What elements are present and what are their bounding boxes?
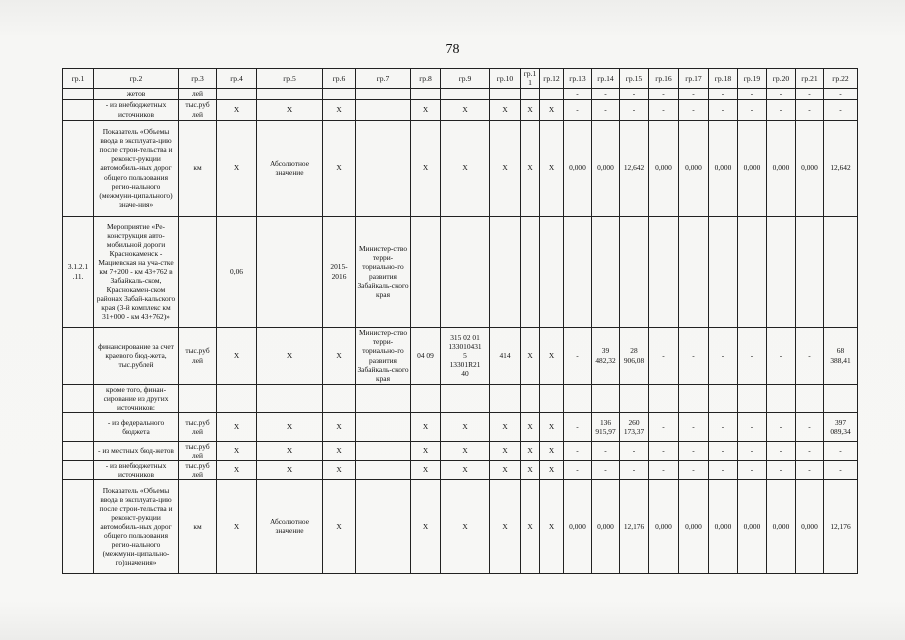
cell-gr5: Абсолютное значение [257, 120, 323, 216]
cell-gr13: - [564, 441, 592, 460]
column-header: гр.19 [738, 69, 767, 89]
cell-gr17: - [679, 327, 709, 384]
page-number: 78 [445, 42, 460, 57]
cell-gr15: 28 906,08 [620, 327, 649, 384]
column-header: гр.8 [411, 69, 441, 89]
cell-gr18: - [709, 99, 738, 120]
cell-gr9: X [441, 479, 490, 573]
cell-gr10: X [490, 412, 521, 441]
cell-gr6: X [323, 99, 356, 120]
cell-gr1: 3.1.2.1 .11. [63, 216, 94, 327]
cell-gr12: X [540, 327, 564, 384]
cell-gr10 [490, 88, 521, 99]
cell-gr10: X [490, 460, 521, 479]
cell-gr18: 0,000 [709, 120, 738, 216]
column-header: гр.1 1 [521, 69, 540, 89]
program-table [62, 68, 858, 574]
cell-gr20: - [767, 88, 796, 99]
table-body [63, 88, 858, 573]
cell-gr1 [63, 99, 94, 120]
cell-gr1 [63, 384, 94, 412]
cell-gr19 [738, 384, 767, 412]
cell-gr5: X [257, 460, 323, 479]
cell-gr16 [649, 216, 679, 327]
cell-gr5: X [257, 441, 323, 460]
cell-gr20: - [767, 327, 796, 384]
cell-gr10 [490, 384, 521, 412]
cell-gr18: - [709, 412, 738, 441]
cell-gr8: X [411, 412, 441, 441]
cell-gr4: X [217, 441, 257, 460]
cell-gr22: 12,642 [824, 120, 858, 216]
cell-gr21 [796, 216, 824, 327]
cell-gr7 [356, 384, 411, 412]
cell-gr16: - [649, 412, 679, 441]
cell-gr13: - [564, 88, 592, 99]
cell-gr4: X [217, 120, 257, 216]
cell-gr8: X [411, 99, 441, 120]
cell-gr21: - [796, 460, 824, 479]
cell-gr15: 12,642 [620, 120, 649, 216]
cell-gr1 [63, 88, 94, 99]
table-row [63, 412, 858, 441]
cell-gr20 [767, 216, 796, 327]
cell-gr10: X [490, 441, 521, 460]
cell-gr12 [540, 384, 564, 412]
cell-gr2: Показатель «Объемы ввода в эксплуата-цию после строи-тельства и реконст-рукции автомобиль-ных дорог общего пользования регио-нального (межмуни-ципального) значе-ния» [94, 120, 179, 216]
header-row [63, 69, 858, 89]
cell-gr14 [592, 384, 620, 412]
cell-gr4 [217, 88, 257, 99]
cell-gr17: - [679, 88, 709, 99]
cell-gr22: - [824, 441, 858, 460]
cell-gr14: - [592, 460, 620, 479]
cell-gr13 [564, 216, 592, 327]
cell-gr18 [709, 216, 738, 327]
cell-gr2: Показатель «Объемы ввода в эксплуата-цию после строи-тельства и реконст-рукции автомобиль-ных дорог общего пользования регио-нального (межмуни-ципально-го)значения» [94, 479, 179, 573]
cell-gr1 [63, 460, 94, 479]
cell-gr14: 0,000 [592, 479, 620, 573]
cell-gr17: 0,000 [679, 479, 709, 573]
cell-gr15: 12,176 [620, 479, 649, 573]
cell-gr4: X [217, 412, 257, 441]
column-header: гр.18 [709, 69, 738, 89]
cell-gr7: Министер-ство терри-ториально-го развития Забайкаль-ского края [357, 328, 409, 383]
column-header: гр.14 [592, 69, 620, 89]
cell-gr15: - [620, 99, 649, 120]
cell-gr1 [63, 412, 94, 441]
cell-gr11 [521, 88, 540, 99]
column-header: гр.17 [679, 69, 709, 89]
cell-gr4: X [217, 99, 257, 120]
cell-gr3: тыс.руб лей [179, 412, 217, 441]
table-row [63, 99, 858, 120]
cell-gr17: - [679, 460, 709, 479]
table-row [63, 216, 858, 327]
cell-gr21 [796, 384, 824, 412]
cell-gr16: - [649, 88, 679, 99]
cell-gr3: тыс.руб лей [179, 99, 217, 120]
cell-gr9 [441, 384, 490, 412]
column-header: гр.13 [564, 69, 592, 89]
cell-gr11: X [521, 460, 540, 479]
cell-gr19: - [738, 88, 767, 99]
table-row [63, 441, 858, 460]
cell-gr17: 0,000 [679, 120, 709, 216]
cell-gr15: - [620, 88, 649, 99]
cell-gr8 [411, 384, 441, 412]
cell-gr5: X [257, 327, 323, 384]
cell-gr15: - [620, 441, 649, 460]
cell-gr10: X [490, 479, 521, 573]
table-row [63, 120, 858, 216]
column-header: гр.2 [94, 69, 179, 89]
cell-gr13: - [564, 412, 592, 441]
cell-gr12: X [540, 120, 564, 216]
cell-gr18: - [709, 460, 738, 479]
cell-gr9: 315 02 01 133010431 5 13301R21 40 [441, 327, 490, 384]
cell-gr13: 0,000 [564, 479, 592, 573]
cell-gr6 [323, 88, 356, 99]
cell-gr1 [63, 120, 94, 216]
cell-gr4 [217, 384, 257, 412]
cell-gr13 [564, 384, 592, 412]
cell-gr11: X [521, 479, 540, 573]
cell-gr14 [592, 216, 620, 327]
cell-gr20: - [767, 412, 796, 441]
cell-gr22 [824, 216, 858, 327]
column-header: гр.12 [540, 69, 564, 89]
cell-gr3 [179, 384, 217, 412]
cell-gr7: Министер-ство терри-ториально-го развития Забайкаль-ского края [356, 216, 411, 327]
cell-gr10 [490, 216, 521, 327]
cell-gr6: X [323, 327, 356, 384]
cell-gr11 [521, 384, 540, 412]
cell-gr19: - [738, 441, 767, 460]
cell-gr13: - [564, 460, 592, 479]
cell-gr4: 0,06 [217, 216, 257, 327]
column-header: гр.15 [620, 69, 649, 89]
cell-gr14: 136 915,97 [592, 412, 620, 441]
cell-gr1 [63, 479, 94, 573]
table-row [63, 460, 858, 479]
cell-gr5 [257, 88, 323, 99]
cell-gr2: финансирование за счет краевого бюд-жета, тыс.рублей [94, 327, 179, 384]
cell-gr22: 397 089,34 [824, 412, 858, 441]
cell-gr5: Абсолютное значение [257, 479, 323, 573]
cell-gr22 [824, 384, 858, 412]
cell-gr8: X [411, 479, 441, 573]
cell-gr12: X [540, 460, 564, 479]
cell-gr20: - [767, 99, 796, 120]
cell-gr9: X [441, 460, 490, 479]
cell-gr14: - [592, 441, 620, 460]
cell-gr5: X [257, 99, 323, 120]
column-header: гр.6 [323, 69, 356, 89]
column-header: гр.22 [824, 69, 858, 89]
cell-gr15 [620, 384, 649, 412]
cell-gr7 [356, 120, 411, 216]
cell-gr20: 0,000 [767, 479, 796, 573]
cell-gr19: - [738, 412, 767, 441]
column-header: гр.21 [796, 69, 824, 89]
cell-gr13: 0,000 [564, 120, 592, 216]
cell-gr9: X [441, 412, 490, 441]
cell-gr1 [63, 441, 94, 460]
cell-gr21: - [796, 99, 824, 120]
cell-gr4: X [217, 479, 257, 573]
cell-gr21: - [796, 88, 824, 99]
cell-gr1 [63, 327, 94, 384]
cell-gr11: X [521, 441, 540, 460]
cell-gr7 [356, 479, 411, 573]
column-header: гр.16 [649, 69, 679, 89]
cell-gr22: - [824, 99, 858, 120]
cell-gr3: тыс.руб лей [179, 460, 217, 479]
cell-gr8: X [411, 441, 441, 460]
cell-gr9 [441, 216, 490, 327]
cell-gr2: Мероприятие «Ре-конструкция авто-мобильной дороги Краснокаменск - Мациевская на уча-стке км 7+200 - км 43+762 в Забайкаль-ском, Краснокамен-ском районах Забай-кальского края (3-й комплекс км 31+000 - км 43+762)» [94, 216, 179, 327]
cell-gr3: тыс.руб лей [179, 327, 217, 384]
cell-gr18 [709, 384, 738, 412]
cell-gr6: X [323, 412, 356, 441]
cell-gr17 [679, 216, 709, 327]
cell-gr22: 12,176 [824, 479, 858, 573]
column-header: гр.9 [441, 69, 490, 89]
cell-gr19: 0,000 [738, 120, 767, 216]
cell-gr8 [411, 216, 441, 327]
cell-gr11 [521, 216, 540, 327]
cell-gr14: 0,000 [592, 120, 620, 216]
cell-gr10: X [490, 120, 521, 216]
cell-gr14: 39 482,32 [592, 327, 620, 384]
cell-gr2: жетов [94, 88, 179, 99]
cell-gr8: X [411, 460, 441, 479]
cell-gr10: X [490, 99, 521, 120]
cell-gr22: - [824, 460, 858, 479]
cell-gr7 [356, 99, 411, 120]
cell-gr18: 0,000 [709, 479, 738, 573]
cell-gr6: X [323, 479, 356, 573]
column-header: гр.7 [356, 69, 411, 89]
cell-gr6: X [323, 120, 356, 216]
cell-gr9: X [441, 441, 490, 460]
cell-gr13: - [564, 99, 592, 120]
cell-gr22: - [824, 88, 858, 99]
cell-gr19: - [738, 460, 767, 479]
cell-gr9 [441, 88, 490, 99]
cell-gr7 [356, 460, 411, 479]
cell-gr15: - [620, 460, 649, 479]
cell-gr11: X [521, 327, 540, 384]
cell-gr11: X [521, 99, 540, 120]
cell-gr16 [649, 384, 679, 412]
cell-gr17: - [679, 441, 709, 460]
cell-gr21: - [796, 412, 824, 441]
cell-gr4: X [217, 327, 257, 384]
cell-gr19: - [738, 327, 767, 384]
table-row [63, 384, 858, 412]
cell-gr17: - [679, 99, 709, 120]
cell-gr12: X [540, 479, 564, 573]
cell-gr16: - [649, 99, 679, 120]
cell-gr5 [257, 216, 323, 327]
cell-gr16: - [649, 441, 679, 460]
cell-gr4: X [217, 460, 257, 479]
cell-gr12: X [540, 441, 564, 460]
cell-gr16: - [649, 460, 679, 479]
cell-gr3: км [179, 479, 217, 573]
cell-gr10: 414 [490, 327, 521, 384]
cell-gr16: 0,000 [649, 479, 679, 573]
cell-gr15 [620, 216, 649, 327]
table-row [63, 479, 858, 573]
cell-gr21: - [796, 327, 824, 384]
cell-gr6 [323, 384, 356, 412]
cell-gr2: кроме того, финан-сирование из других источников: [94, 384, 179, 412]
cell-gr14: - [592, 88, 620, 99]
cell-gr12 [540, 216, 564, 327]
cell-gr19: 0,000 [738, 479, 767, 573]
cell-gr7 [356, 441, 411, 460]
cell-gr9: X [441, 120, 490, 216]
cell-gr8: X [411, 120, 441, 216]
table-row [63, 327, 858, 384]
cell-gr2: - из федерального бюджета [94, 412, 179, 441]
cell-gr3: тыс.руб лей [179, 441, 217, 460]
cell-gr9: X [441, 99, 490, 120]
cell-gr11: X [521, 120, 540, 216]
cell-gr12 [540, 88, 564, 99]
cell-gr8: 04 09 [411, 327, 441, 384]
cell-gr21: 0,000 [796, 479, 824, 573]
cell-gr3: км [179, 120, 217, 216]
cell-gr6: X [323, 460, 356, 479]
column-header: гр.3 [179, 69, 217, 89]
cell-gr12: X [540, 99, 564, 120]
column-header: гр.1 [63, 69, 94, 89]
cell-gr18: - [709, 441, 738, 460]
cell-gr15: 260 173,37 [620, 412, 649, 441]
cell-gr21: - [796, 441, 824, 460]
cell-gr20: - [767, 441, 796, 460]
cell-gr5 [257, 384, 323, 412]
cell-gr2: - из внебюджетных источников [94, 99, 179, 120]
cell-gr17 [679, 384, 709, 412]
cell-gr11: X [521, 412, 540, 441]
cell-gr2: - из местных бюд-жетов [94, 441, 179, 460]
cell-gr19 [738, 216, 767, 327]
cell-gr21: 0,000 [796, 120, 824, 216]
cell-gr13: - [564, 327, 592, 384]
column-header: гр.4 [217, 69, 257, 89]
cell-gr14: - [592, 99, 620, 120]
cell-gr17: - [679, 412, 709, 441]
cell-gr20: - [767, 460, 796, 479]
cell-gr20: 0,000 [767, 120, 796, 216]
cell-gr16: 0,000 [649, 120, 679, 216]
cell-gr16: - [649, 327, 679, 384]
table-row [63, 88, 858, 99]
column-header: гр.5 [257, 69, 323, 89]
cell-gr22: 68 388,41 [824, 327, 858, 384]
cell-gr18: - [709, 88, 738, 99]
cell-gr3: лей [179, 88, 217, 99]
cell-gr2: - из внебюджетных источников [94, 460, 179, 479]
cell-gr19: - [738, 99, 767, 120]
cell-gr12: X [540, 412, 564, 441]
column-header: гр.20 [767, 69, 796, 89]
cell-gr6: X [323, 441, 356, 460]
cell-gr6: 2015- 2016 [323, 216, 356, 327]
column-header: гр.10 [490, 69, 521, 89]
cell-gr20 [767, 384, 796, 412]
cell-gr3 [179, 216, 217, 327]
cell-gr7 [356, 412, 411, 441]
cell-gr8 [411, 88, 441, 99]
cell-gr18: - [709, 327, 738, 384]
cell-gr5: X [257, 412, 323, 441]
cell-gr7 [356, 88, 411, 99]
